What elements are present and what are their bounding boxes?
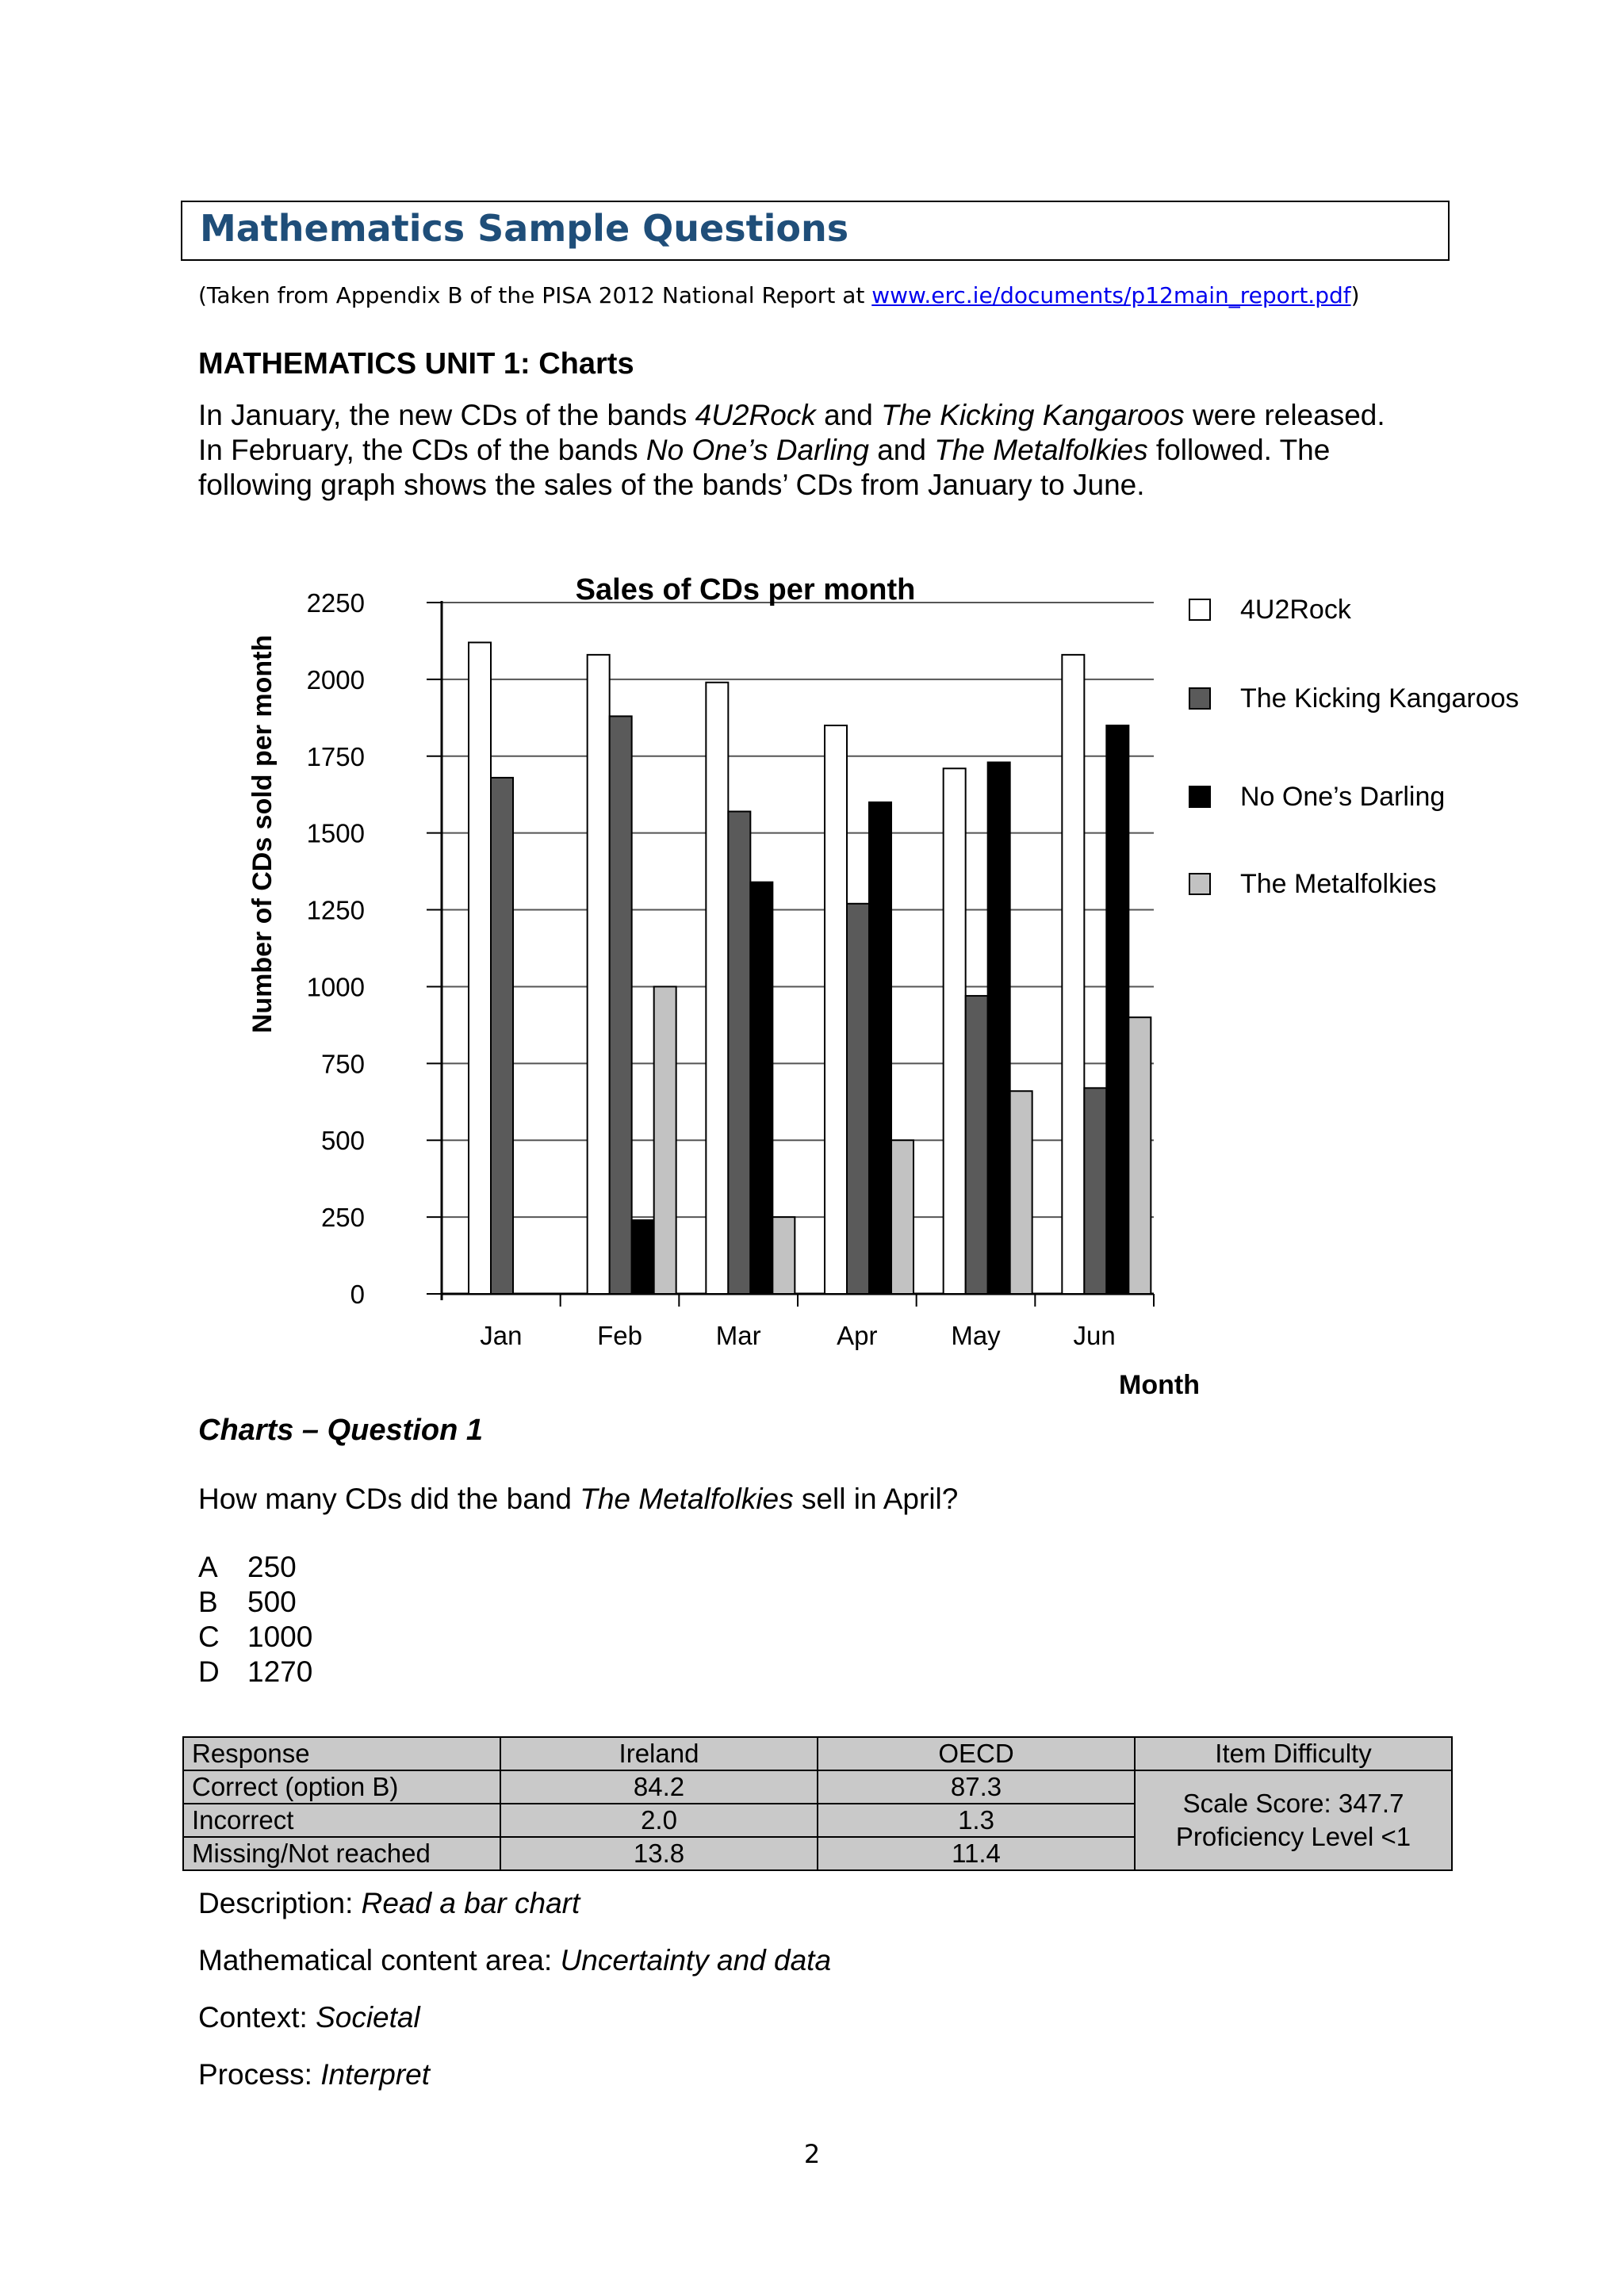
intro-text: were released. — [1184, 399, 1385, 431]
x-tick-label: Apr — [837, 1321, 878, 1350]
intro-text: and — [868, 434, 935, 466]
y-tick-label: 0 — [350, 1280, 365, 1309]
bar-4u2rock-jun — [1062, 655, 1084, 1294]
band-name: The Kicking Kangaroos — [881, 399, 1185, 431]
results-table — [182, 1736, 1453, 1871]
option-c — [198, 1621, 312, 1654]
meta-label: Process: — [198, 2058, 321, 2091]
page-title: Mathematics Sample Questions — [200, 207, 849, 250]
table-header: OECD — [818, 1737, 1135, 1770]
question-heading: Charts – Question 1 — [198, 1414, 483, 1447]
bar-no-one-s-darling-may — [988, 763, 1010, 1294]
meta-value: Read a bar chart — [361, 1887, 580, 1919]
meta-value: Societal — [316, 2001, 420, 2034]
y-tick-label: 1500 — [306, 818, 365, 848]
scale-score: Scale Score: 347.7 — [1182, 1789, 1404, 1818]
legend-label: No One’s Darling — [1240, 782, 1446, 812]
bar-the-kicking-kangaroos-jun — [1084, 1088, 1106, 1294]
option-value: 1000 — [247, 1621, 313, 1653]
y-tick-label: 500 — [320, 1126, 365, 1156]
y-tick-label: 1000 — [306, 972, 365, 1002]
option-b — [198, 1586, 297, 1619]
option-value: 1270 — [247, 1655, 313, 1688]
bar-the-kicking-kangaroos-feb — [610, 716, 632, 1294]
intro-text: followed. The — [1147, 434, 1331, 466]
option-letter: D — [198, 1655, 220, 1688]
bar-the-metalfolkies-apr — [891, 1140, 914, 1294]
chart-title: Sales of CDs per month — [575, 573, 916, 607]
difficulty-cell — [1135, 1770, 1452, 1870]
meta-label: Mathematical content area: — [198, 1944, 561, 1976]
table-cell: Correct (option B) — [183, 1770, 500, 1804]
band-name: 4U2Rock — [695, 399, 816, 431]
y-tick-label: 2250 — [306, 588, 365, 618]
table-cell: 84.2 — [500, 1770, 818, 1804]
option-value: 500 — [247, 1586, 297, 1618]
intro-text: In January, the new CDs of the bands — [198, 399, 695, 431]
table-row — [183, 1770, 1452, 1804]
unit-heading: MATHEMATICS UNIT 1: Charts — [198, 347, 634, 381]
y-tick-label: 250 — [320, 1203, 365, 1233]
table-cell: 13.8 — [500, 1837, 818, 1870]
bar-no-one-s-darling-mar — [750, 882, 772, 1294]
intro-line-3: following graph shows the sales of the bands’ CDs from January to June. — [198, 469, 1145, 501]
legend-label: The Kicking Kangaroos — [1240, 683, 1519, 714]
proficiency-level: Proficiency Level <1 — [1175, 1822, 1411, 1851]
bar-the-metalfolkies-jun — [1128, 1017, 1151, 1294]
intro-text: In February, the CDs of the bands — [198, 434, 646, 466]
x-tick-label: Jan — [480, 1321, 523, 1350]
meta-value: Uncertainty and data — [560, 1944, 832, 1976]
table-header: Ireland — [500, 1737, 818, 1770]
bar-the-kicking-kangaroos-jan — [491, 778, 513, 1294]
context-line — [198, 2001, 420, 2034]
bar-4u2rock-mar — [706, 683, 728, 1294]
legend-swatch — [1189, 786, 1210, 807]
legend-swatch — [1189, 599, 1210, 620]
bar-4u2rock-jan — [469, 642, 491, 1294]
legend-label: 4U2Rock — [1240, 595, 1351, 625]
table-header-row — [183, 1737, 1452, 1770]
question-text-part: sell in April? — [793, 1483, 959, 1515]
source-link[interactable]: www.erc.ie/documents/p12main_report.pdf — [871, 282, 1351, 308]
bar-no-one-s-darling-jun — [1106, 725, 1128, 1294]
option-letter: A — [198, 1551, 218, 1583]
option-a — [198, 1551, 297, 1584]
y-tick-label: 1750 — [306, 741, 365, 771]
x-tick-label: Mar — [715, 1321, 761, 1350]
question-text-part: How many CDs did the band — [198, 1483, 580, 1515]
x-tick-label: May — [951, 1321, 1001, 1350]
table-cell: 11.4 — [818, 1837, 1135, 1870]
table-cell: 1.3 — [818, 1804, 1135, 1837]
band-name: The Metalfolkies — [934, 434, 1148, 466]
x-tick-label: Feb — [597, 1321, 642, 1350]
table-header: Response — [183, 1737, 500, 1770]
bar-no-one-s-darling-apr — [869, 802, 891, 1294]
bar-the-metalfolkies-mar — [772, 1217, 795, 1294]
page-number: 2 — [803, 2139, 821, 2169]
option-d — [198, 1655, 312, 1689]
option-value: 250 — [247, 1551, 297, 1583]
process-line — [198, 2058, 430, 2091]
bar-the-kicking-kangaroos-mar — [728, 812, 750, 1294]
option-letter: C — [198, 1621, 220, 1653]
question-text — [198, 1483, 958, 1516]
bar-4u2rock-may — [944, 768, 966, 1294]
y-tick-label: 2000 — [306, 664, 365, 695]
source-prefix: (Taken from Appendix B of the PISA 2012 National Report at — [198, 282, 872, 308]
content-area-line — [198, 1944, 831, 1977]
x-axis-label: Month — [1119, 1370, 1200, 1400]
description-line — [198, 1887, 580, 1920]
table-header: Item Difficulty — [1135, 1737, 1452, 1770]
table-cell: Incorrect — [183, 1804, 500, 1837]
bar-no-one-s-darling-feb — [632, 1220, 654, 1294]
y-axis-label: Number of CDs sold per month — [247, 634, 278, 1034]
bar-the-metalfolkies-feb — [654, 986, 676, 1294]
bar-4u2rock-feb — [588, 655, 610, 1294]
table-cell: 87.3 — [818, 1770, 1135, 1804]
bar-the-kicking-kangaroos-apr — [847, 904, 869, 1294]
bar-the-metalfolkies-may — [1010, 1091, 1032, 1294]
legend-swatch — [1189, 874, 1210, 894]
option-letter: B — [198, 1586, 218, 1618]
meta-label: Context: — [198, 2001, 316, 2034]
meta-label: Description: — [198, 1887, 362, 1919]
legend-label: The Metalfolkies — [1240, 869, 1437, 899]
legend-swatch — [1189, 688, 1210, 709]
meta-value: Interpret — [320, 2058, 431, 2091]
table-cell: 2.0 — [500, 1804, 818, 1837]
intro-text: and — [815, 399, 882, 431]
y-tick-label: 1250 — [306, 895, 365, 925]
band-name: The Metalfolkies — [580, 1483, 794, 1515]
source-suffix: ) — [1350, 282, 1360, 308]
band-name: No One’s Darling — [645, 434, 869, 466]
bar-the-kicking-kangaroos-may — [966, 996, 988, 1294]
y-tick-label: 750 — [320, 1049, 365, 1079]
x-tick-label: Jun — [1073, 1321, 1116, 1350]
table-cell: Missing/Not reached — [183, 1837, 500, 1870]
bar-4u2rock-apr — [825, 725, 847, 1294]
